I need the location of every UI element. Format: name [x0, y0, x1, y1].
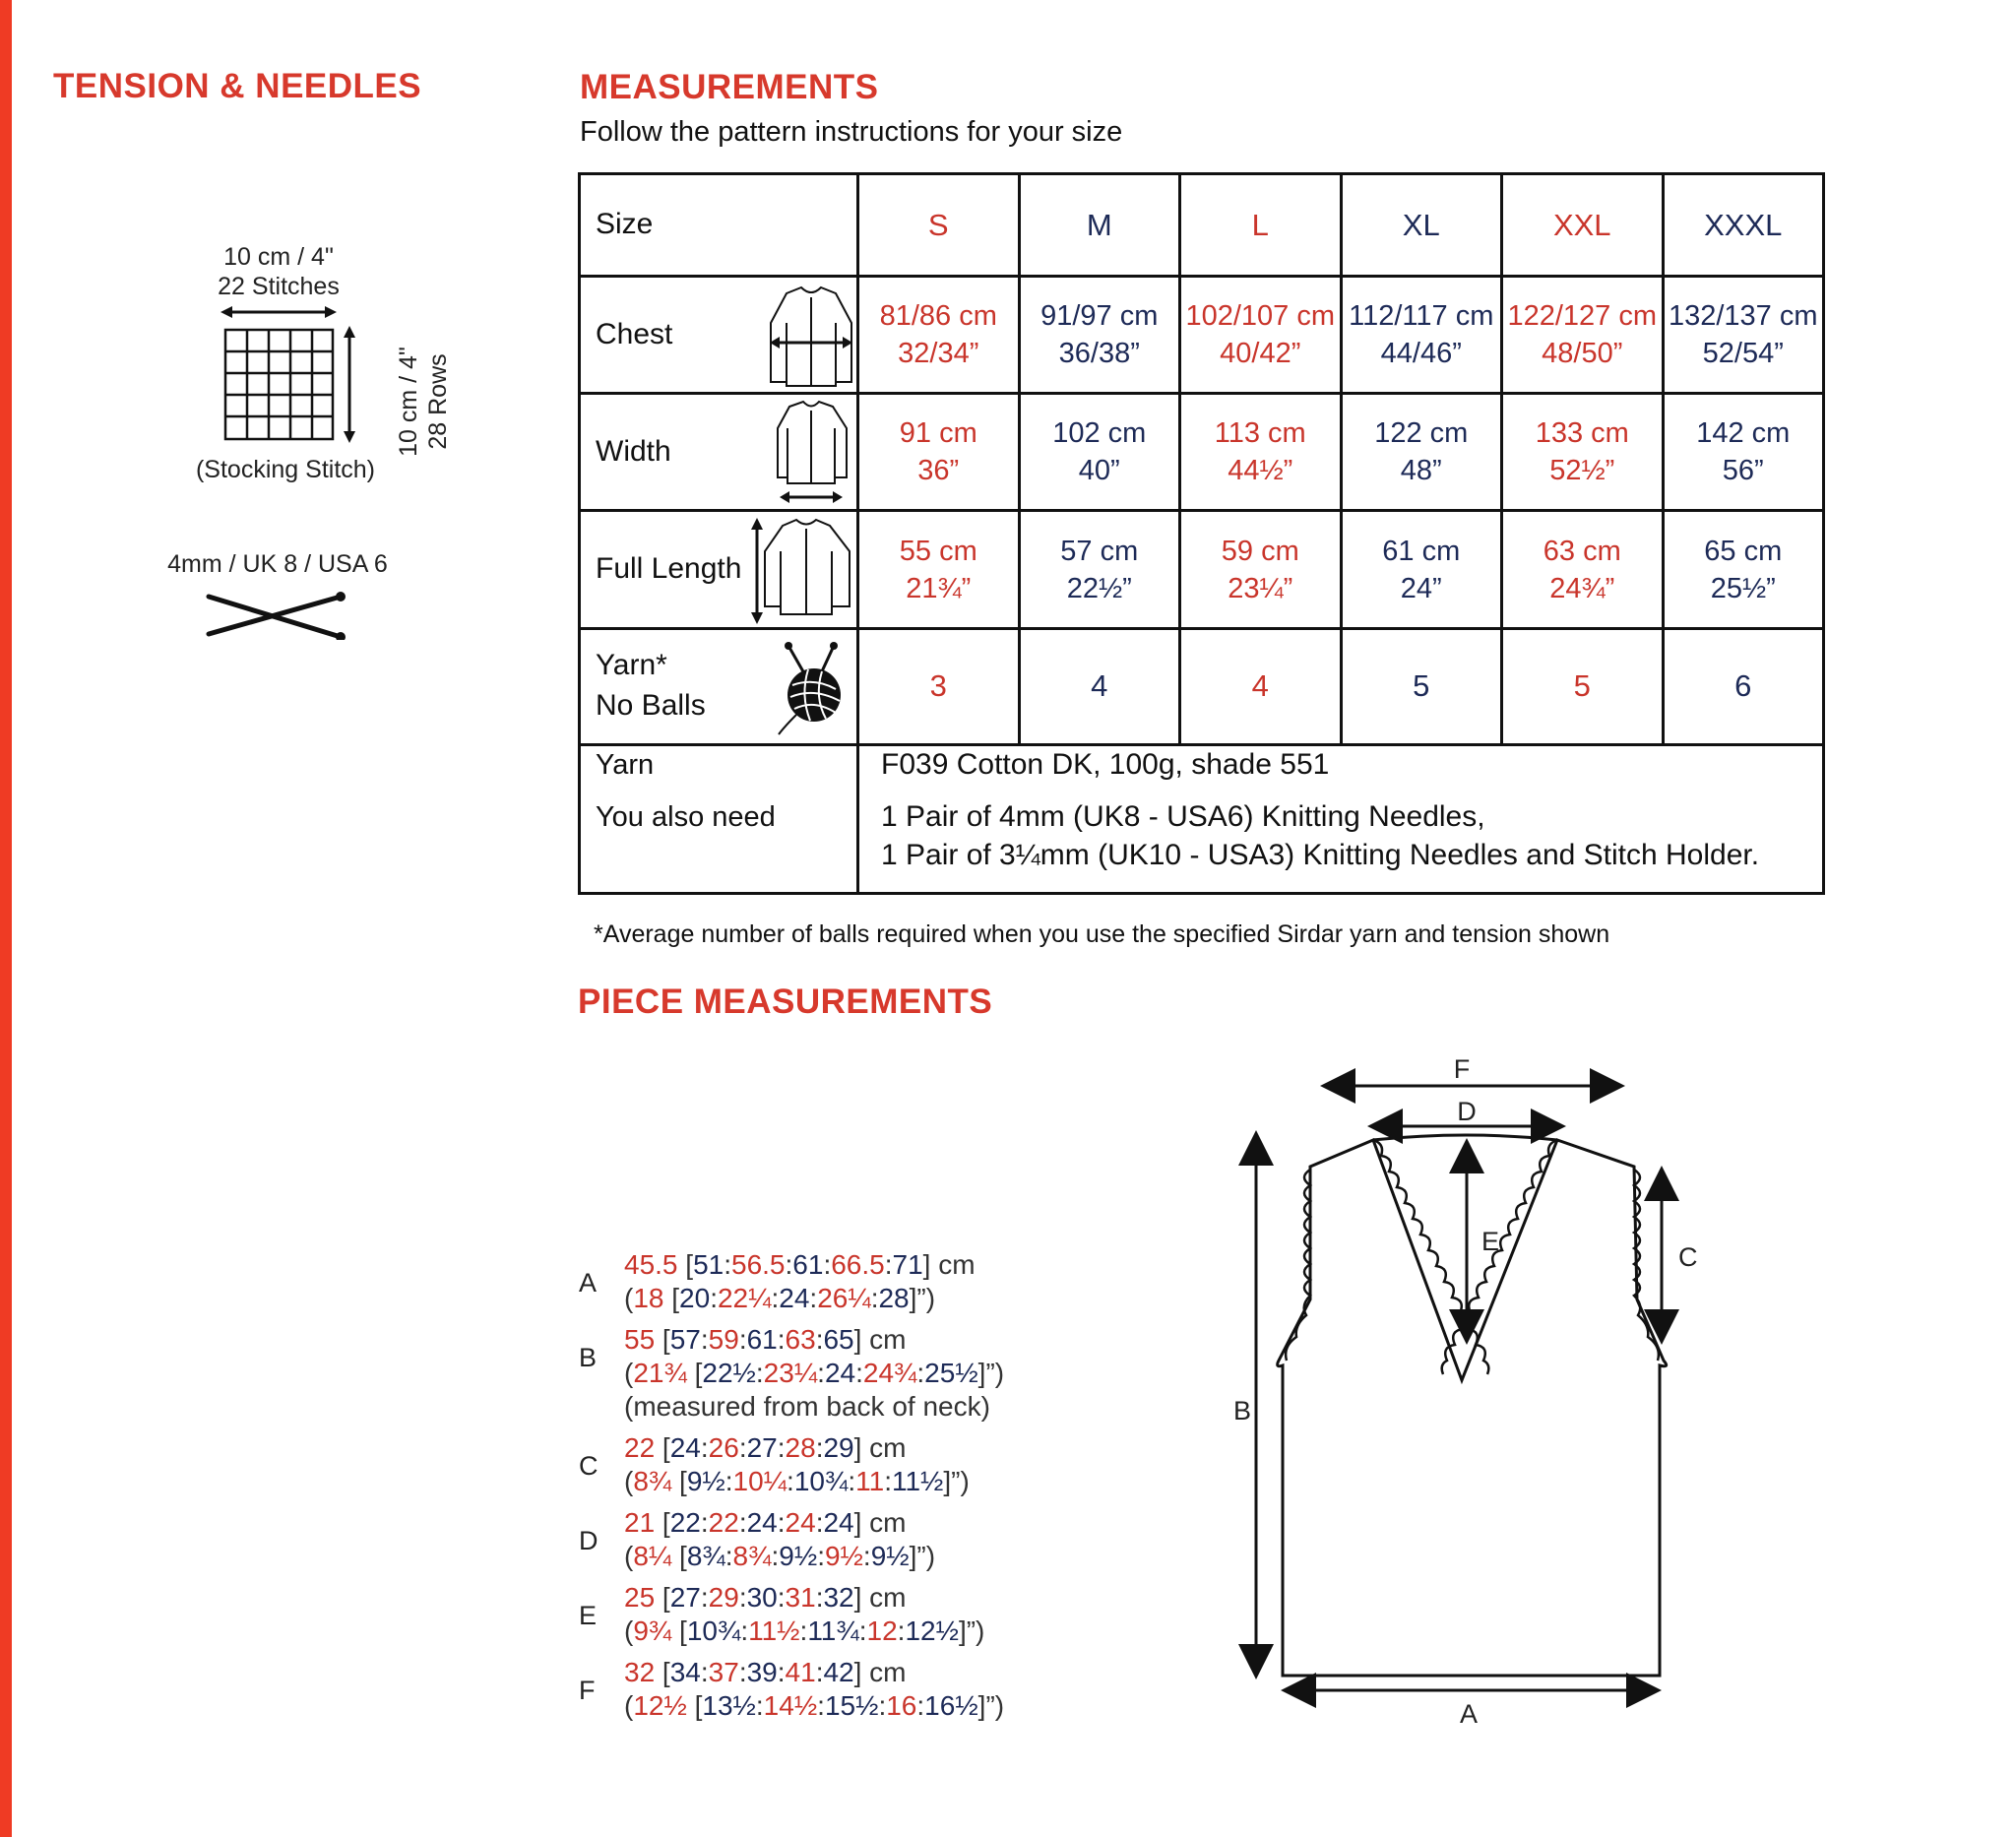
yarn-footnote: *Average number of balls required when you use the specified Sirdar yarn and tension shown [594, 920, 1610, 948]
value-cm: 142 cm [1696, 417, 1791, 450]
piece-size-value: 28 [878, 1283, 910, 1313]
value-cm: 55 cm [899, 535, 977, 567]
size-header: XXL [1502, 174, 1664, 277]
piece-punct: : [777, 1582, 786, 1613]
piece-punct: [ [671, 1541, 687, 1571]
piece-punct: : [817, 1541, 825, 1571]
balls-value: 5 [1502, 628, 1664, 744]
piece-size-value: 11½ [748, 1615, 800, 1646]
value-in: 40” [1078, 455, 1120, 487]
piece-size-value: 27 [746, 1432, 778, 1463]
value-in: 25½” [1710, 572, 1776, 604]
value-cm: 91/97 cm [1040, 300, 1159, 333]
piece-punct: : [848, 1466, 856, 1496]
piece-size-value: 45.5 [624, 1249, 678, 1280]
piece-size-value: 13½ [702, 1690, 756, 1721]
piece-punct: : [700, 1582, 709, 1613]
full-length-row [580, 511, 1824, 628]
diagram-label-B: B [1233, 1396, 1252, 1425]
width-value-xl [1341, 394, 1502, 511]
piece-punct: : [916, 1690, 925, 1721]
piece-inch-line [624, 1615, 984, 1648]
piece-punct: : [817, 1358, 825, 1388]
piece-size-value: 27 [669, 1582, 701, 1613]
piece-size-value: 8¼ [633, 1541, 672, 1571]
balls-value: 3 [858, 628, 1020, 744]
piece-size-value: 42 [823, 1657, 854, 1687]
width-value-xxl [1502, 394, 1664, 511]
piece-letter: B [579, 1343, 598, 1372]
size-header: S [858, 174, 1020, 277]
value-in: 21¾” [906, 572, 972, 604]
piece-punct: ]”) [977, 1690, 1005, 1721]
tension-width-measure: 10 cm / 4" [223, 243, 334, 271]
piece-size-value: 37 [708, 1657, 739, 1687]
piece-punct: : [777, 1657, 786, 1687]
piece-values [624, 1656, 1004, 1723]
piece-punct: ] cm [853, 1507, 907, 1538]
diagram-label-F: F [1453, 1054, 1471, 1084]
piece-inch-line [624, 1282, 976, 1315]
piece-punct: [ [686, 1690, 703, 1721]
piece-size-value: 29 [823, 1432, 854, 1463]
piece-punct: : [785, 1249, 793, 1280]
piece-values [624, 1323, 1004, 1424]
size-header: L [1180, 174, 1342, 277]
tension-stitch-type: (Stocking Stitch) [195, 456, 375, 483]
value-in: 24¾” [1549, 572, 1615, 604]
value-cm: 59 cm [1221, 535, 1299, 567]
diagram-label-D: D [1457, 1097, 1477, 1126]
piece-punct: : [817, 1690, 825, 1721]
piece-cm-line [624, 1323, 1004, 1357]
yarn-balls-label-1: Yarn* [596, 648, 667, 681]
also-need-line-2: 1 Pair of 3¼mm (UK10 - USA3) Knitting Needles and Stitch Holder. [881, 838, 1760, 871]
tension-height-measure: 10 cm / 4" [395, 347, 422, 457]
piece-size-value: 22¼ [717, 1283, 772, 1313]
piece-punct: [ [655, 1432, 670, 1463]
piece-punct: : [724, 1249, 731, 1280]
value-cm: 102 cm [1052, 417, 1147, 450]
piece-size-value: 22½ [702, 1358, 756, 1388]
piece-size-value: 66.5 [831, 1249, 885, 1280]
length-value-xxl [1502, 511, 1664, 628]
chest-icon [767, 284, 855, 392]
diagram-label-C: C [1678, 1242, 1698, 1272]
balls-value: 4 [1180, 628, 1342, 744]
piece-size-value: 29 [708, 1582, 739, 1613]
piece-punct: : [787, 1466, 794, 1496]
chest-label-cell [580, 277, 858, 394]
piece-size-value: 20 [679, 1283, 711, 1313]
piece-size-value: 10¼ [732, 1466, 788, 1496]
piece-size-value: 10¾ [793, 1466, 849, 1496]
length-value-s [858, 511, 1020, 628]
piece-punct: : [700, 1324, 709, 1355]
piece-punct: : [771, 1541, 780, 1571]
piece-size-value: 61 [746, 1324, 778, 1355]
piece-punct: [ [671, 1615, 687, 1646]
piece-punct: ( [624, 1690, 634, 1721]
chest-row [580, 277, 1824, 394]
value-cm: 65 cm [1704, 535, 1783, 567]
balls-value: 4 [1019, 628, 1180, 744]
piece-cm-line [624, 1248, 976, 1282]
piece-size-value: 25½ [924, 1358, 978, 1388]
width-value-xxxl [1663, 394, 1824, 511]
piece-punct: : [777, 1507, 786, 1538]
piece-punct: : [738, 1582, 747, 1613]
piece-punct: ( [624, 1283, 634, 1313]
piece-size-value: 56.5 [731, 1249, 786, 1280]
piece-punct: : [815, 1507, 824, 1538]
piece-size-value: 9¾ [633, 1615, 672, 1646]
value-cm: 81/86 cm [879, 300, 997, 333]
value-in: 44½” [1228, 455, 1293, 487]
piece-punct: [ [686, 1358, 703, 1388]
yarn-balls-row [580, 628, 1824, 744]
yarn-balls-label-2: No Balls [596, 688, 706, 722]
piece-values [624, 1506, 935, 1573]
value-cm: 102/107 cm [1185, 300, 1336, 333]
piece-punct: ]”) [943, 1466, 970, 1496]
width-row [580, 394, 1824, 511]
size-header: XXXL [1663, 174, 1824, 277]
value-cm: 57 cm [1060, 535, 1139, 567]
size-header: M [1019, 174, 1180, 277]
piece-values [624, 1431, 970, 1498]
piece-size-value: 12½ [633, 1690, 687, 1721]
chest-label: Chest [596, 318, 673, 351]
value-cm: 91 cm [899, 417, 977, 450]
chest-value-xxxl [1663, 277, 1824, 394]
piece-size-value: 57 [669, 1324, 701, 1355]
diagram-label-A: A [1459, 1699, 1479, 1729]
yarn-info-text-cell [858, 744, 1824, 893]
vest-diagram [1216, 1044, 1708, 1733]
piece-punct: ] cm [922, 1249, 976, 1280]
value-in: 56” [1722, 455, 1764, 487]
piece-values [624, 1581, 984, 1648]
length-value-xl [1341, 511, 1502, 628]
piece-punct: ] cm [853, 1582, 907, 1613]
piece-size-value: 11½ [891, 1466, 944, 1496]
piece-size-value: 14½ [763, 1690, 818, 1721]
piece-punct: ( [624, 1358, 634, 1388]
piece-inch-line [624, 1465, 970, 1498]
piece-punct: ] cm [853, 1657, 907, 1687]
size-row [580, 174, 1824, 277]
value-cm: 112/117 cm [1349, 300, 1494, 333]
piece-size-value: 21¾ [633, 1358, 687, 1388]
piece-size-value: 16 [886, 1690, 917, 1721]
yarn-value: F039 Cotton DK, 100g, shade 551 [881, 747, 1330, 781]
piece-punct: ]”) [909, 1541, 936, 1571]
piece-size-value: 39 [746, 1657, 778, 1687]
piece-size-value: 30 [746, 1582, 778, 1613]
piece-size-value: 34 [669, 1657, 701, 1687]
piece-letter: C [579, 1451, 598, 1481]
length-value-xxxl [1663, 511, 1824, 628]
piece-punct: [ [655, 1507, 670, 1538]
piece-punct: : [855, 1358, 863, 1388]
piece-size-value: 71 [892, 1249, 923, 1280]
size-label: Size [596, 208, 654, 240]
diagram-label-E: E [1481, 1227, 1500, 1256]
piece-size-value: 24¾ [862, 1358, 917, 1388]
piece-punct: : [738, 1507, 747, 1538]
piece-size-value: 22 [669, 1507, 701, 1538]
scalloped-edging [1286, 1140, 1659, 1374]
yarn-ball-icon [779, 642, 841, 734]
value-in: 52/54” [1702, 338, 1784, 370]
piece-size-value: 8¾ [686, 1541, 725, 1571]
piece-punct: : [738, 1657, 747, 1687]
piece-punct: [ [663, 1283, 680, 1313]
piece-punct: ] cm [853, 1432, 907, 1463]
piece-punct: : [755, 1358, 764, 1388]
piece-letter: E [579, 1601, 598, 1630]
piece-size-value: 26¼ [817, 1283, 871, 1313]
piece-size-value: 51 [693, 1249, 724, 1280]
tension-height-label [394, 338, 453, 466]
chest-value-xxl [1502, 277, 1664, 394]
value-cm: 132/137 cm [1668, 300, 1818, 333]
piece-punct: ]”) [958, 1615, 985, 1646]
piece-cm-line [624, 1581, 984, 1615]
value-in: 24” [1400, 572, 1442, 604]
tension-heading: TENSION & NEEDLES [53, 67, 422, 105]
piece-size-value: 26 [708, 1432, 739, 1463]
back-neck-edge [1373, 1135, 1557, 1140]
piece-punct: : [799, 1615, 808, 1646]
piece-punct: : [738, 1432, 747, 1463]
measurements-table [578, 172, 1825, 895]
value-in: 22½” [1066, 572, 1132, 604]
yarn-info-row [580, 744, 1824, 893]
tension-rows: 28 Rows [424, 353, 452, 450]
piece-size-value: 24 [785, 1507, 816, 1538]
value-in: 36” [917, 455, 960, 487]
width-label-cell [580, 394, 858, 511]
length-value-m [1019, 511, 1180, 628]
piece-inch-line [624, 1689, 1004, 1723]
piece-punct: : [815, 1324, 824, 1355]
piece-note: (measured from back of neck) [624, 1391, 990, 1422]
value-cm: 122 cm [1374, 417, 1469, 450]
value-in: 36/38” [1058, 338, 1140, 370]
piece-letter: D [579, 1526, 598, 1555]
piece-inch-line [624, 1540, 935, 1573]
piece-punct: [ [671, 1466, 687, 1496]
piece-punct: : [724, 1541, 733, 1571]
value-in: 52½” [1549, 455, 1615, 487]
piece-punct: : [777, 1432, 786, 1463]
piece-size-value: 28 [785, 1432, 816, 1463]
piece-punct: : [724, 1466, 733, 1496]
piece-punct: : [700, 1507, 709, 1538]
piece-size-value: 21 [624, 1507, 656, 1538]
piece-punct: : [738, 1324, 747, 1355]
piece-size-value: 24 [823, 1507, 854, 1538]
piece-size-value: 24 [779, 1283, 810, 1313]
piece-punct: : [777, 1324, 786, 1355]
piece-size-value: 22 [624, 1432, 656, 1463]
yarn-balls-label-cell [580, 628, 858, 744]
piece-inch-line [624, 1357, 1004, 1390]
tension-swatch-icon [219, 300, 356, 448]
piece-punct: [ [655, 1657, 670, 1687]
piece-punct: : [740, 1615, 749, 1646]
piece-punct: : [862, 1541, 871, 1571]
value-in: 32/34” [898, 338, 979, 370]
piece-size-value: 8¾ [633, 1466, 672, 1496]
piece-size-value: 9½ [870, 1541, 910, 1571]
piece-size-value: 11 [855, 1466, 885, 1496]
piece-punct: : [809, 1283, 818, 1313]
piece-size-value: 59 [708, 1324, 739, 1355]
balls-value: 6 [1663, 628, 1824, 744]
width-value-m [1019, 394, 1180, 511]
piece-punct: : [897, 1615, 906, 1646]
piece-punct: : [755, 1690, 764, 1721]
size-header: XL [1341, 174, 1502, 277]
piece-size-value: 32 [823, 1582, 854, 1613]
piece-values [624, 1248, 976, 1315]
value-cm: 63 cm [1543, 535, 1621, 567]
value-in: 44/46” [1380, 338, 1462, 370]
needle-size: 4mm / UK 8 / USA 6 [167, 550, 388, 578]
measurements-subtitle: Follow the pattern instructions for your size [580, 116, 1123, 148]
length-icon [751, 518, 850, 624]
piece-size-value: 9½ [779, 1541, 818, 1571]
piece-size-value: 61 [792, 1249, 824, 1280]
piece-punct: : [700, 1657, 709, 1687]
width-value-s [858, 394, 1020, 511]
value-cm: 113 cm [1214, 417, 1306, 450]
piece-punct: : [815, 1657, 824, 1687]
piece-size-value: 24 [824, 1358, 856, 1388]
balls-value: 5 [1341, 628, 1502, 744]
length-label: Full Length [596, 552, 742, 586]
piece-letter: F [579, 1676, 596, 1705]
piece-punct: ( [624, 1466, 634, 1496]
piece-punct: : [771, 1283, 780, 1313]
piece-cm-line [624, 1656, 1004, 1689]
also-need-line-1: 1 Pair of 4mm (UK8 - USA6) Knitting Needles, [881, 799, 1485, 833]
piece-size-value: 23¼ [763, 1358, 818, 1388]
length-label-cell [580, 511, 858, 628]
chest-value-xl [1341, 277, 1502, 394]
piece-punct: : [916, 1358, 925, 1388]
piece-punct: [ [655, 1324, 670, 1355]
piece-punct: : [815, 1582, 824, 1613]
value-in: 23¼” [1228, 572, 1293, 604]
piece-size-value: 15½ [824, 1690, 879, 1721]
value-in: 40/42” [1220, 338, 1301, 370]
vest-outline [1278, 1140, 1667, 1676]
piece-punct: ]”) [977, 1358, 1005, 1388]
piece-size-value: 24 [669, 1432, 701, 1463]
piece-punct: : [700, 1432, 709, 1463]
piece-punct: ( [624, 1541, 634, 1571]
value-cm: 133 cm [1535, 417, 1629, 450]
piece-punct: : [823, 1249, 832, 1280]
measurements-heading: MEASUREMENTS [580, 68, 879, 106]
value-cm: 122/127 cm [1507, 300, 1658, 333]
piece-size-value: 55 [624, 1324, 656, 1355]
piece-punct: [ [655, 1582, 670, 1613]
piece-punct: ( [624, 1615, 634, 1646]
value-in: 48” [1400, 455, 1442, 487]
piece-size-value: 12 [866, 1615, 898, 1646]
piece-size-value: 8¾ [732, 1541, 772, 1571]
piece-size-value: 24 [746, 1507, 778, 1538]
piece-size-value: 18 [633, 1283, 664, 1313]
piece-punct: : [884, 1466, 892, 1496]
also-need-label: You also need [596, 800, 776, 833]
piece-size-value: 12½ [905, 1615, 959, 1646]
piece-cm-line [624, 1431, 970, 1465]
piece-size-value: 31 [785, 1582, 816, 1613]
value-cm: 61 cm [1382, 535, 1461, 567]
piece-punct: [ [677, 1249, 694, 1280]
side-accent-bar [0, 0, 12, 1837]
piece-punct: ] cm [853, 1324, 907, 1355]
piece-size-value: 16½ [924, 1690, 978, 1721]
width-value-l [1180, 394, 1342, 511]
piece-size-value: 9½ [824, 1541, 863, 1571]
piece-size-value: 63 [785, 1324, 816, 1355]
piece-punct: : [870, 1283, 879, 1313]
piece-size-value: 9½ [686, 1466, 725, 1496]
yarn-label: Yarn [596, 748, 655, 781]
piece-punct: : [884, 1249, 893, 1280]
chest-value-l [1180, 277, 1342, 394]
knitting-needles-icon [205, 591, 350, 640]
size-label-cell [580, 174, 858, 277]
piece-size-value: 25 [624, 1582, 656, 1613]
piece-punct: : [878, 1690, 887, 1721]
chest-value-m [1019, 277, 1180, 394]
piece-punct: : [710, 1283, 718, 1313]
yarn-info-label-cell [580, 744, 858, 893]
piece-size-value: 11¾ [807, 1615, 859, 1646]
width-icon [778, 402, 847, 503]
chest-value-s [858, 277, 1020, 394]
piece-size-value: 41 [785, 1657, 816, 1687]
value-in: 48/50” [1542, 338, 1623, 370]
piece-punct: : [815, 1432, 824, 1463]
piece-punct: : [858, 1615, 867, 1646]
tension-stitches: 22 Stitches [218, 273, 340, 300]
piece-cm-line [624, 1506, 935, 1540]
piece-size-value: 10¾ [686, 1615, 741, 1646]
length-value-l [1180, 511, 1342, 628]
piece-measurements-heading: PIECE MEASUREMENTS [578, 982, 993, 1021]
piece-letter: A [579, 1268, 598, 1298]
piece-size-value: 65 [823, 1324, 854, 1355]
piece-size-value: 32 [624, 1657, 656, 1687]
piece-punct: ]”) [909, 1283, 936, 1313]
piece-size-value: 22 [708, 1507, 739, 1538]
width-label: Width [596, 435, 671, 469]
